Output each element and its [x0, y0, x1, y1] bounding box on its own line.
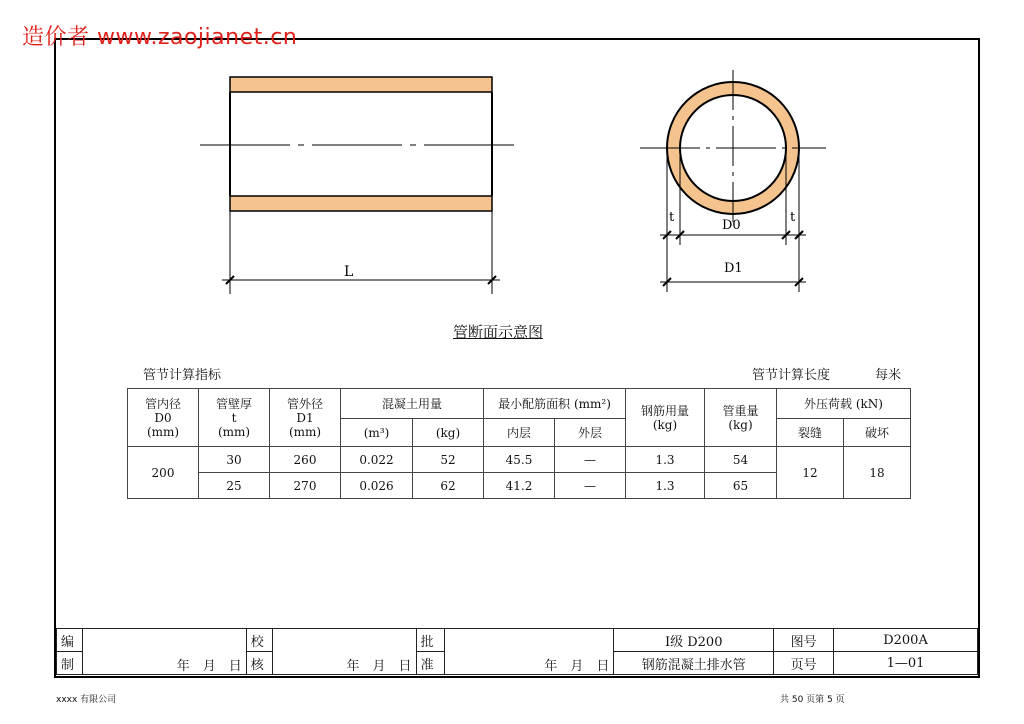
- fig-no: D200A: [834, 629, 978, 652]
- pipe-top-wall: [230, 77, 492, 92]
- cell-steel: 1.3: [626, 473, 705, 499]
- drawing-title-line1: Ⅰ级 D200: [614, 629, 774, 652]
- footer-company: xxxx 有限公司: [56, 695, 117, 705]
- cell-weight: 65: [705, 473, 777, 499]
- header-steel: 钢筋用量 (kg): [626, 389, 705, 447]
- date-approve: 年 月 日: [444, 629, 614, 675]
- label-bian: 编: [57, 629, 83, 652]
- label-D0: D0: [722, 218, 741, 233]
- footer-pages: 共 50 页第 5 页: [780, 695, 845, 705]
- table-title: 管节计算指标: [143, 368, 222, 383]
- drawing-title-line2: 钢筋混凝土排水管: [614, 652, 774, 675]
- label-t-right: t: [790, 210, 796, 225]
- header-rebar-outer: 外层: [555, 419, 626, 447]
- cell-outer: —: [555, 447, 626, 473]
- cell-load-crack: 12: [777, 447, 844, 499]
- date-check: 年 月 日: [272, 629, 416, 675]
- pipe-bottom-wall: [230, 196, 492, 211]
- label-he: 核: [246, 652, 272, 675]
- header-load-break: 破坏: [844, 419, 911, 447]
- cell-outer: —: [555, 473, 626, 499]
- calc-length-value: 每米: [875, 368, 902, 383]
- page-no: 1—01: [834, 652, 978, 675]
- title-block: [56, 628, 978, 675]
- cell-load-break: 18: [844, 447, 911, 499]
- label-t-left: t: [669, 210, 675, 225]
- drawing-caption: 管断面示意图: [453, 323, 544, 341]
- header-inner-diameter: 管内径 D0 (mm): [128, 389, 199, 447]
- cell-m3: 0.026: [341, 473, 413, 499]
- header-concrete-m3: (m³): [341, 419, 413, 447]
- header-concrete: 混凝土用量: [341, 389, 484, 419]
- header-outer-diameter: 管外径 D1 (mm): [270, 389, 341, 447]
- cell-m3: 0.022: [341, 447, 413, 473]
- cell-d1: 260: [270, 447, 341, 473]
- header-concrete-kg: (kg): [413, 419, 484, 447]
- date-compile: 年 月 日: [82, 629, 246, 675]
- fig-no-label: 图号: [774, 629, 834, 652]
- header-load: 外压荷载 (kN): [777, 389, 911, 419]
- cell-kg: 62: [413, 473, 484, 499]
- header-rebar-area: 最小配筋面积 (mm²): [484, 389, 626, 419]
- cell-inner: 41.2: [484, 473, 555, 499]
- cell-steel: 1.3: [626, 447, 705, 473]
- watermark: 造价者 www.zaojianet.cn: [22, 25, 298, 50]
- pipe-spec-table: [127, 388, 911, 499]
- label-zhun: 准: [416, 652, 444, 675]
- header-load-crack: 裂缝: [777, 419, 844, 447]
- header-rebar-inner: 内层: [484, 419, 555, 447]
- label-L: L: [344, 264, 354, 280]
- header-wall-thickness: 管壁厚 t (mm): [199, 389, 270, 447]
- cell-inner: 45.5: [484, 447, 555, 473]
- cell-kg: 52: [413, 447, 484, 473]
- table-row: [128, 447, 911, 473]
- header-weight: 管重量 (kg): [705, 389, 777, 447]
- label-zhi: 制: [57, 652, 83, 675]
- page-no-label: 页号: [774, 652, 834, 675]
- cell-weight: 54: [705, 447, 777, 473]
- cell-d0: 200: [128, 447, 199, 499]
- cell-d1: 270: [270, 473, 341, 499]
- cell-t: 30: [199, 447, 270, 473]
- label-pi: 批: [416, 629, 444, 652]
- calc-length-label: 管节计算长度: [752, 368, 831, 383]
- label-D1: D1: [724, 261, 743, 276]
- cell-t: 25: [199, 473, 270, 499]
- label-jiao: 校: [246, 629, 272, 652]
